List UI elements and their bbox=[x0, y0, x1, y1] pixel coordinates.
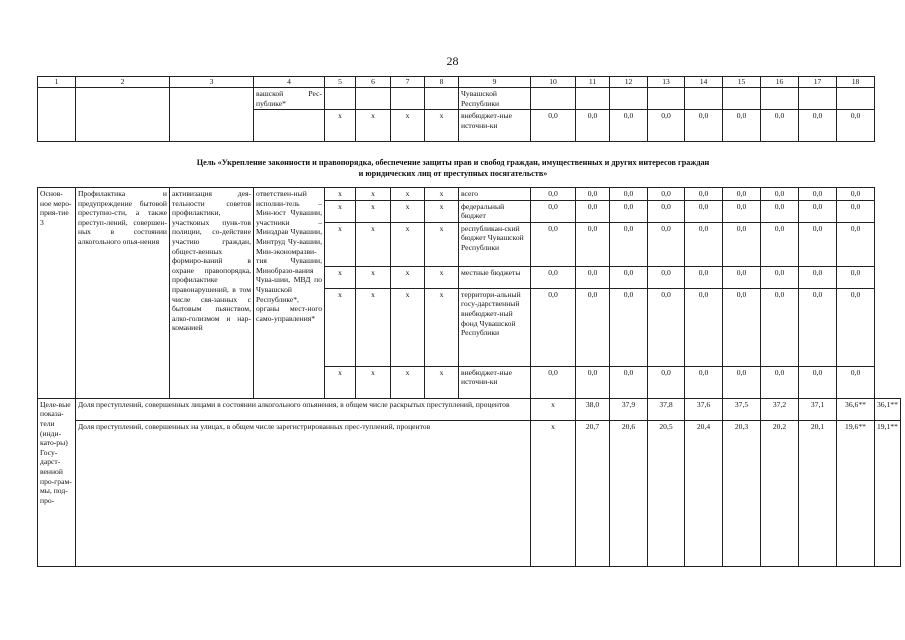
source-cell: внебюджет-ные источни-ки bbox=[459, 366, 531, 398]
source-cell: территори-альный госу-дарственный внебюджет-ный фонд Чувашской Республики bbox=[459, 288, 531, 366]
value-cell: 0,0 bbox=[610, 110, 648, 142]
table-row: х х х х местные бюджеты 0,0 0,0 0,0 0,0 0,0 0,0 0,0 0,0 0,0 bbox=[38, 266, 901, 288]
indicator-text: Доля преступлений, совершенных на улицах, в общем числе зарегистрированных прес-туплений, процентов bbox=[76, 420, 531, 566]
source-cell: местные бюджеты bbox=[459, 266, 531, 288]
table-row: х х х х республикан-ский бюджет Чувашской Республики 0,0 0,0 0,0 0,0 0,0 0,0 0,0 0,0 0,0 bbox=[38, 222, 901, 266]
source-cell: федеральный бюджет bbox=[459, 200, 531, 222]
mark-cell: х bbox=[356, 110, 391, 142]
col-num: 2 bbox=[76, 77, 170, 88]
source-cell: Чувашской Республики bbox=[459, 88, 531, 110]
col-num: 8 bbox=[425, 77, 459, 88]
mark-cell: х bbox=[425, 110, 459, 142]
mark-cell: х bbox=[531, 420, 576, 566]
indicator-row: Доля преступлений, совершенных на улицах, в общем числе зарегистрированных прес-туплений, процентов х 20,7 20,6 20,5 20,4 20,3 20,2 20,1 19,6** 19,1** bbox=[38, 420, 901, 566]
value-cell: 0,0 bbox=[723, 110, 761, 142]
col-num: 12 bbox=[610, 77, 648, 88]
activity-description: активизация дея-тельности советов профилактики, участковых пунк-тов полиции, со-действие участию граждан, общест-венных формиро-ваний в охране правопорядка, профилактике правонарушений, в том числе свя-занных с бытовым пьянством, алко-голизмом и нар-команией bbox=[170, 188, 254, 399]
mark-cell: х bbox=[391, 110, 425, 142]
indicators-label: Целе-вые показа-тели (инди-като-ры) Госу-дарст-венной про-грам-мы, под-про- bbox=[38, 398, 76, 566]
col-num: 14 bbox=[685, 77, 723, 88]
program-table bbox=[37, 187, 901, 567]
table-row bbox=[38, 88, 875, 110]
continuation-table bbox=[37, 76, 875, 142]
value-cell: 0,0 bbox=[837, 110, 875, 142]
col-num: 10 bbox=[531, 77, 576, 88]
table-row: х х х х территори-альный госу-дарственный внебюджет-ный фонд Чувашской Республики 0,0 0,0 0,0 0,0 0,0 0,0 0,0 0,0 0,0 bbox=[38, 288, 901, 366]
table-row: х х х х внебюджет-ные источни-ки 0,0 0,0 0,0 0,0 0,0 0,0 0,0 0,0 0,0 bbox=[38, 366, 901, 398]
indicator-row: Целе-вые показа-тели (инди-като-ры) Госу-дарст-венной про-грам-мы, под-про- Доля преступлений, совершенных лицами в состоянии алкогольного опьянения, в общем числе раскрытых преступлений, процентов х 38,0 37,9 37,8 37,6 37,5 37,2 37,1 36,6** 36,1** bbox=[38, 398, 901, 420]
col-num: 4 bbox=[254, 77, 325, 88]
activity-name: Профилактика и предупреждение бытовой преступно-сти, а также преступ-лений, совершен-ных в состоянии алкогольного опья-нения bbox=[76, 188, 170, 399]
mark-cell: х bbox=[531, 398, 576, 420]
col-num: 5 bbox=[325, 77, 356, 88]
mark-cell: х bbox=[325, 110, 356, 142]
value-cell: 0,0 bbox=[531, 110, 576, 142]
col-num: 16 bbox=[761, 77, 799, 88]
page-number: 28 bbox=[446, 54, 459, 68]
table-row: Основ-ное меро-прия-тие 3 Профилактика и предупреждение бытовой преступно-сти, а также преступ-лений, совершен-ных в состоянии алкогольного опья-нения активизация дея-тельности советов профилактики, участковых пунк-тов полиции, со-действие участию граждан, общест-венных формиро-ваний в охране правопорядка, профилактике правонарушений, в том числе свя-занных с бытовым пьянством, алко-голизмом и нар-команией ответствен-ный исполни-тель – Мин-юст Чувашии, участники – Минздрав Чувашии, Минтруд Чу-вашии, Мин-экономразви-тия Чувашии, Минобразо-вания Чува-шии, МВД по Чувашской Республике*, органы мест-ного само-управления* х х х х всего 0,0 0,0 0,0 0,0 0,0 0,0 0,0 0,0 0,0 bbox=[38, 188, 901, 201]
indicator-text: Доля преступлений, совершенных лицами в состоянии алкогольного опьянения, в общем числе раскрытых преступлений, процентов bbox=[76, 398, 531, 420]
col-num: 7 bbox=[391, 77, 425, 88]
value-cell: 0,0 bbox=[761, 110, 799, 142]
col-num: 11 bbox=[576, 77, 610, 88]
table-row: х х х х федеральный бюджет 0,0 0,0 0,0 0,0 0,0 0,0 0,0 0,0 0,0 bbox=[38, 200, 901, 222]
value-cell: 0,0 bbox=[648, 110, 685, 142]
col-num: 15 bbox=[723, 77, 761, 88]
executor-cell: вашской Рес-публике* bbox=[254, 88, 325, 110]
col-num: 9 bbox=[459, 77, 531, 88]
value-cell: 0,0 bbox=[576, 110, 610, 142]
col-num: 17 bbox=[799, 77, 837, 88]
goal-heading: Цель «Укрепление законности и правопорядка, обеспечение защиты прав и свобод граждан, имущественных и других интересов граждан и юридических лиц от преступных посягательств» bbox=[196, 158, 710, 178]
col-num: 1 bbox=[38, 77, 76, 88]
col-num: 18 bbox=[837, 77, 875, 88]
value-cell: 0,0 bbox=[799, 110, 837, 142]
col-num: 3 bbox=[170, 77, 254, 88]
col-num: 13 bbox=[648, 77, 685, 88]
activity-type: Основ-ное меро-прия-тие 3 bbox=[38, 188, 76, 399]
column-number-row bbox=[38, 77, 875, 88]
col-num: 6 bbox=[356, 77, 391, 88]
activity-executors: ответствен-ный исполни-тель – Мин-юст Чувашии, участники – Минздрав Чувашии, Минтруд Чу-вашии, Мин-экономразви-тия Чувашии, Минобразо-вания Чува-шии, МВД по Чувашской Республике*, органы мест-ного само-управления* bbox=[254, 188, 325, 399]
value-cell: 0,0 bbox=[685, 110, 723, 142]
source-cell: республикан-ский бюджет Чувашской Республики bbox=[459, 222, 531, 266]
source-cell: всего bbox=[459, 188, 531, 201]
source-cell: внебюджет-ные источни-ки bbox=[459, 110, 531, 142]
